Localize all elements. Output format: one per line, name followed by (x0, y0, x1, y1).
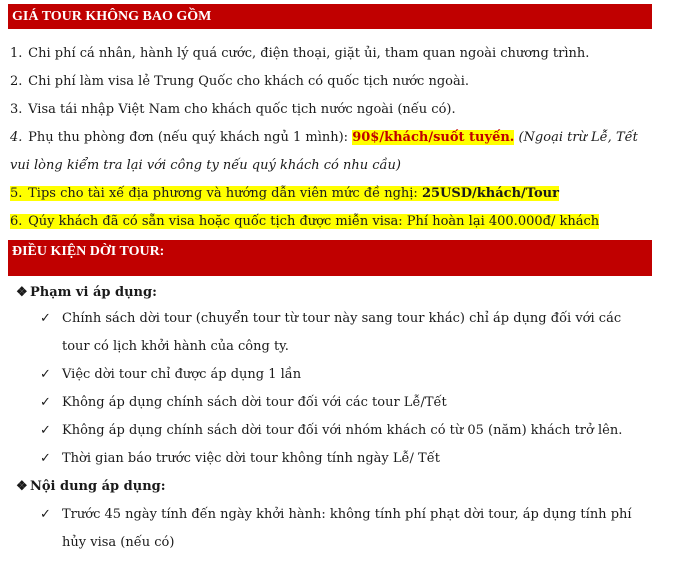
single-room-price: 90$/khách/suốt tuyến. (352, 130, 515, 145)
item-text: Chi phí làm visa lẻ Trung Quốc cho khách có quốc tịch nước ngoài. (28, 74, 470, 89)
item-number: 1. (10, 46, 23, 61)
item-text: Tips cho tài xế địa phương và hướng dẫn viên mức đề nghị: (28, 186, 418, 201)
list-item (10, 101, 456, 119)
content-item-text: Trước 45 ngày tính đến ngày khởi hành: không tính phí phạt dời tour, áp dụng tính phí (62, 507, 632, 522)
item-number: 3. (10, 102, 23, 117)
scope-item-text: Chính sách dời tour (chuyển tour từ tour này sang tour khác) chỉ áp dụng đối với các (62, 311, 622, 326)
item-number: 6. (10, 214, 23, 229)
list-item-tips (10, 185, 559, 203)
scope-title: Phạm vi áp dụng: (30, 285, 157, 300)
list-item-visa-refund (10, 213, 599, 231)
item-number: 2. (10, 74, 23, 89)
scope-item-text: Không áp dụng chính sách dời tour đối với các tour Lễ/Tết (62, 395, 447, 410)
section-header-excluded: GIÁ TOUR KHÔNG BAO GỒM (8, 4, 652, 29)
diamond-bullet-icon: ❖ (16, 285, 28, 300)
checkmark-icon: ✓ (40, 367, 51, 382)
section-header-reschedule: ĐIỀU KIỆN DỜI TOUR: (8, 240, 652, 276)
checkmark-icon: ✓ (40, 395, 51, 410)
diamond-bullet-icon: ❖ (16, 479, 28, 494)
content-title: Nội dung áp dụng: (30, 479, 166, 494)
item-note: (Ngoại trừ Lễ, Tết (518, 130, 638, 145)
item-number: 4. (10, 130, 23, 145)
checkmark-icon: ✓ (40, 451, 51, 466)
scope-item-text: Việc dời tour chỉ được áp dụng 1 lần (62, 367, 302, 382)
scope-item-text: Thời gian báo trước việc dời tour không tính ngày Lễ/ Tết (62, 451, 440, 466)
checkmark-icon: ✓ (40, 311, 51, 326)
item-text: Chi phí cá nhân, hành lý quá cước, điện thoại, giặt ủi, tham quan ngoài chương trình. (28, 46, 590, 61)
content-heading (16, 478, 166, 496)
checkmark-icon: ✓ (40, 507, 51, 522)
content-item-continuation: hủy visa (nếu có) (62, 535, 175, 550)
item-text: Phụ thu phòng đơn (nếu quý khách ngủ 1 mình): (28, 130, 349, 145)
refund-text (10, 214, 599, 229)
list-item (10, 73, 469, 91)
item-text: Qúy khách đã có sẵn visa hoặc quốc tịch được miễn visa: Phí hoàn lại 400.000đ/ khách (28, 214, 600, 229)
item-note-continuation: vui lòng kiểm tra lại với công ty nếu quý khách có nhu cầu) (10, 158, 401, 173)
item-text: Visa tái nhập Việt Nam cho khách quốc tịch nước ngoài (nếu có). (28, 102, 456, 117)
tips-text (10, 186, 559, 201)
item-number: 5. (10, 186, 23, 201)
tips-amount: 25USD/khách/Tour (421, 186, 559, 201)
checkmark-icon: ✓ (40, 423, 51, 438)
list-item-single-room (10, 129, 638, 147)
scope-item-text: Không áp dụng chính sách dời tour đối với nhóm khách có từ 05 (năm) khách trở lên. (62, 423, 623, 438)
list-item (10, 45, 589, 63)
scope-heading (16, 284, 157, 302)
scope-item-continuation: tour có lịch khởi hành của công ty. (62, 339, 289, 354)
